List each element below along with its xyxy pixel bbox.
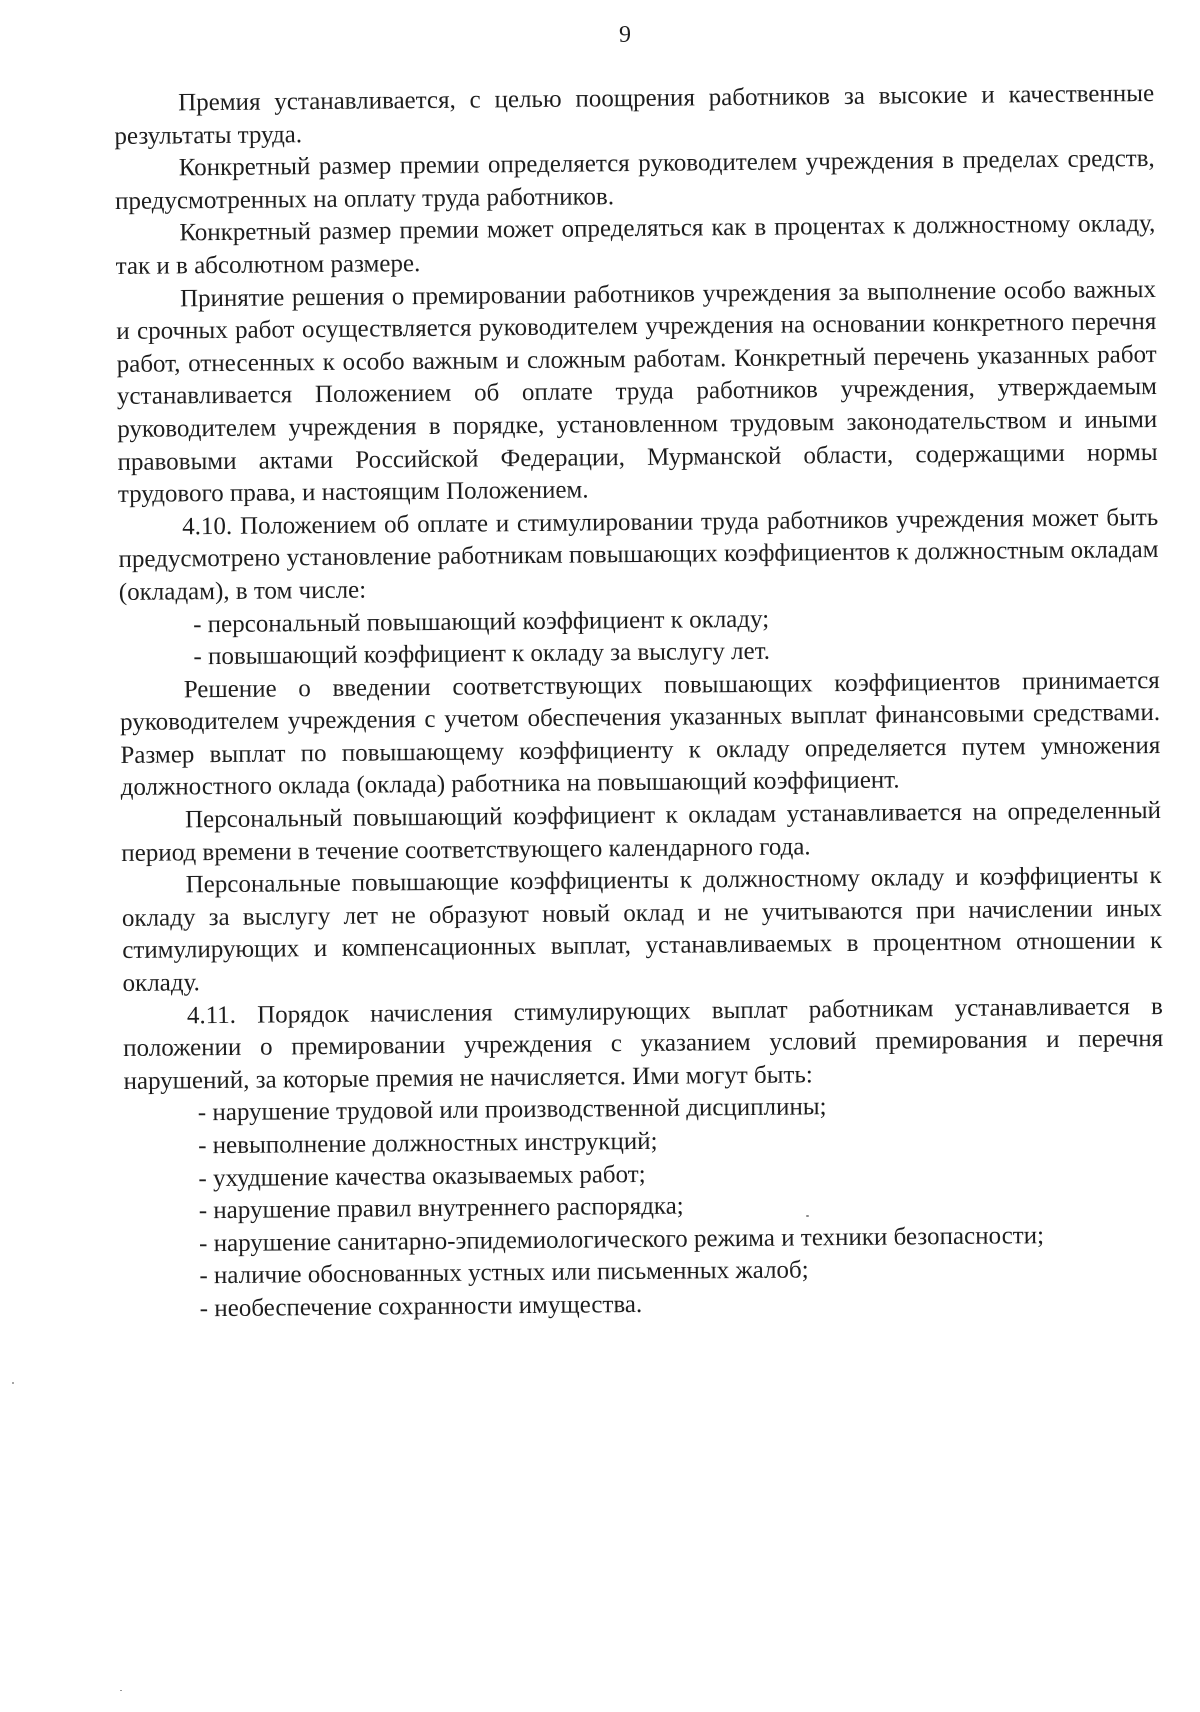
list-item: - наличие обоснованных устных или письменных жалоб; xyxy=(199,1256,809,1290)
clause-4-11: 4.11. Порядок начисления стимулирующих выплат работникам устанавливается в положении о премировании учреждения с указанием условий премирования и перечня нарушений, за которые премия не начисляется. Ими могут быть: xyxy=(123,992,1164,1095)
paragraph-coefficient-decision: Решение о введении соответствующих повышающих коэффициентов принимается руководителем учреждения с учетом обеспечения указанных выплат финансовыми средствами. Размер выплат по повышающему коэффициенту к окладу определяется путем умножения должностного оклада (оклада) работника на повышающий коэффициент. xyxy=(119,666,1161,802)
document-body xyxy=(114,78,1166,1326)
paragraph-bonus-form: Конкретный размер премии может определяться как в процентах к должностному окладу, так и в абсолютном размере. xyxy=(115,210,1156,280)
list-item: - невыполнение должностных инструкций; xyxy=(198,1127,658,1160)
paragraph-personal-coefficient: Персональный повышающий коэффициент к окладам устанавливается на определенный период времени в течение соответствующего календарного года. xyxy=(121,797,1162,867)
list-item: - нарушение трудовой или производственной дисциплины; xyxy=(197,1093,827,1127)
list-item: - нарушение правил внутреннего распорядка; xyxy=(198,1192,684,1225)
paragraph-bonus-purpose: Премия устанавливается, с целью поощрения работников за высокие и качественные результаты труда. xyxy=(114,80,1155,150)
scan-speck xyxy=(12,1382,14,1384)
page-number: 9 xyxy=(619,22,631,48)
list-item: - повышающий коэффициент к окладу за выслугу лет. xyxy=(193,637,771,671)
paragraph-bonus-amount: Конкретный размер премии определяется руководителем учреждения в пределах средств, предусмотренных на оплату труда работников. xyxy=(114,145,1155,215)
paragraph-coefficient-effect: Персональные повышающие коэффициенты к должностному окладу и коэффициенты к окладу за выслугу лет не образуют новый оклад и не учитываются при начислении иных стимулирующих и компенсационных выплат, устанавливаемых в процентном отношении к окладу. xyxy=(121,862,1163,997)
list-item: - необеспечение сохранности имущества. xyxy=(199,1290,643,1323)
list-item: - ухудшение качества оказываемых работ; xyxy=(198,1160,646,1192)
list-item: - персональный повышающий коэффициент к окладу; xyxy=(193,605,770,638)
scan-speck xyxy=(806,1215,809,1217)
clause-4-10: 4.10. Положением об оплате и стимулировании труда работников учреждения может быть предусмотрено установление работникам повышающих коэффициентов к должностным окладам (окладам), в том числе: xyxy=(118,503,1159,606)
list-item: - нарушение санитарно-эпидемиологического режима и техники безопасности; xyxy=(198,1221,1045,1258)
paragraph-bonus-decision: Принятие решения о премировании работников учреждения за выполнение особо важных и срочных работ осуществляется руководителем учреждения на основании конкретного перечня работ, отнесенных к особо важным и сложным работам. Конкретный перечень указанных работ устанавливается Положением об оплате труда работников учреждения, утверждаемым руководителем учреждения в порядке, установленном трудовым законодательством и иными правовыми актами Российской Федерации, Мурманской области, содержащими нормы трудового права, и настоящим Положением. xyxy=(116,275,1158,509)
scan-speck xyxy=(120,1690,122,1691)
